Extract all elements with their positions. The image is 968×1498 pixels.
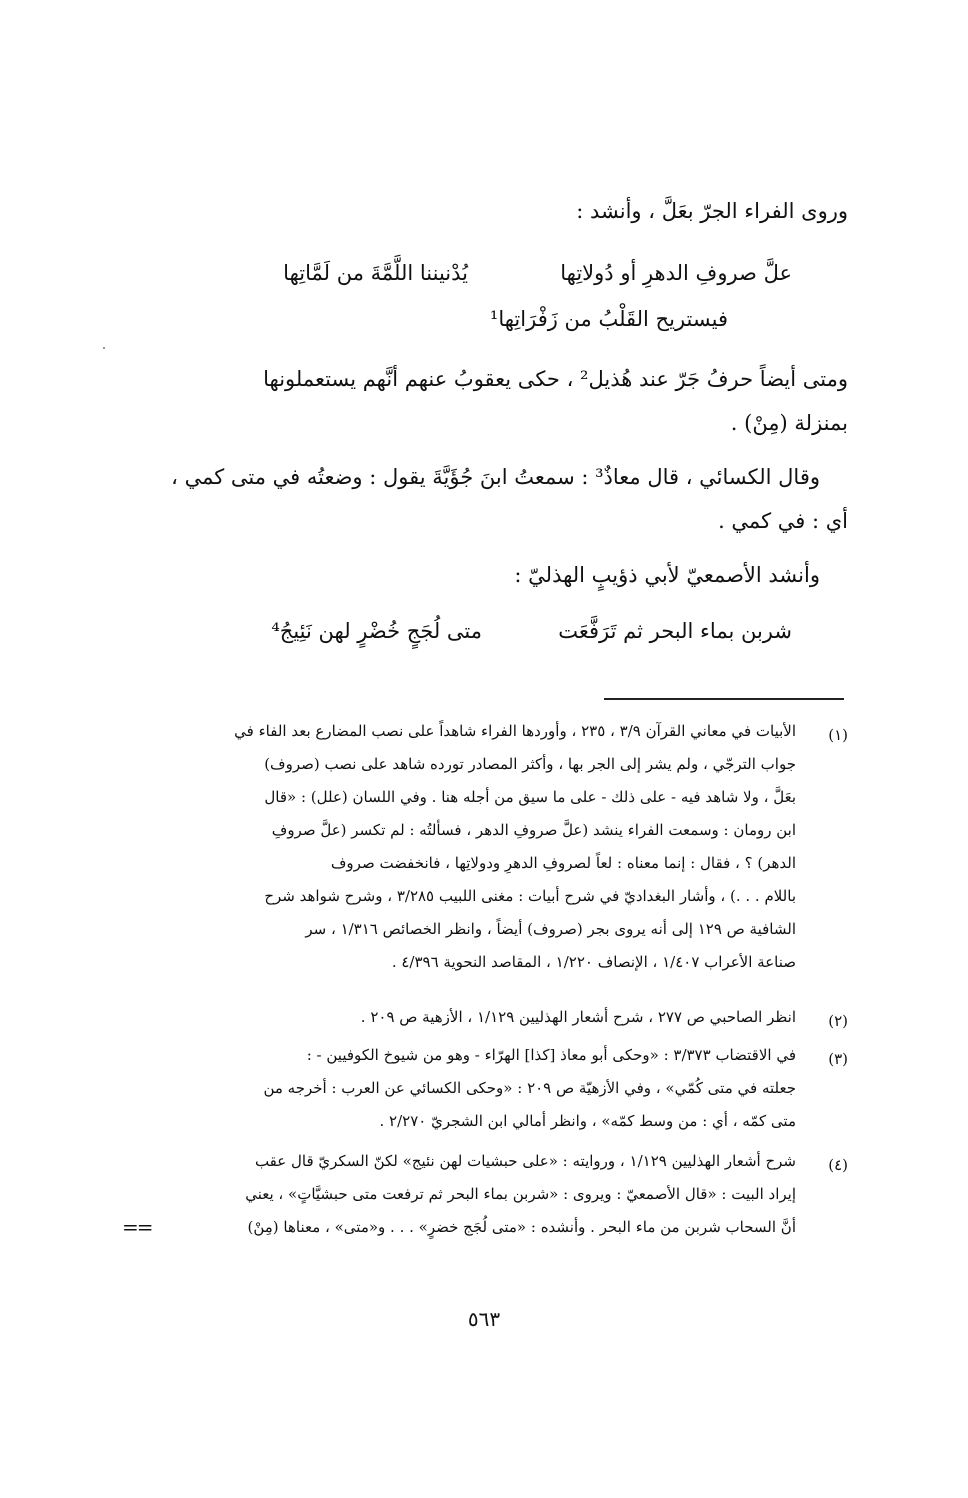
footnote-3-number: (٣)	[828, 1050, 848, 1068]
footnote-3-line: متى كمّه ، أي : من وسط كمّه» ، وانظر أمالي ابن الشجريّ ٢/٢٧٠ .	[379, 1112, 796, 1130]
para2-line2: بمنزلة (مِنْ) .	[730, 411, 848, 435]
footnote-1-line: بعَلَّ ، ولا شاهد فيه - على ذلك - على ما سيق من أجله هنا . وفي اللسان (علل) : «قال	[264, 788, 796, 806]
page-number: ٥٦٣	[467, 1307, 501, 1331]
footnote-4-number: (٤)	[828, 1156, 848, 1174]
intro-line: وروى الفراء الجرّ بعَلَّ ، وأنشد :	[576, 199, 848, 223]
footnote-1-line: جواب الترجّي ، ولم يشر إلى الجر بها ، وأكثر المصادر تورده شاهد على نصب (صروف)	[264, 755, 796, 773]
footnote-1-line: صناعة الأعراب ١/٤٠٧ ، الإنصاف ١/٢٢٠ ، المقاصد النحوية ٤/٣٩٦ .	[391, 953, 796, 971]
footnote-2-number: (٢)	[828, 1012, 848, 1030]
footnote-4-line: إيراد البيت : «قال الأصمعيّ : ويروى : «شربن بماء البحر ثم ترفعت متى حبشيَّاتٍ» ، يعني	[245, 1185, 796, 1203]
footnote-4-line: أنَّ السحاب شربن من ماء البحر . وأنشده : «متى لُجَج خضرٍ» . . . و«متى» ، معناها (مِنْ)	[247, 1218, 796, 1236]
footnote-4-line: شرح أشعار الهذليين ١/١٢٩ ، وروايته : «على حبشيات لهن نئيج» لكنّ السكريّ قال عقب	[254, 1152, 796, 1170]
footnote-1-line: الدهر) ؟ ، فقال : إنما معناه : لعاً لصروفِ الدهرِ ودولاتِها ، فانخفضت صروف	[330, 854, 796, 872]
footnote-2-line: انظر الصاحبي ص ٢٧٧ ، شرح أشعار الهذليين ١/١٢٩ ، الأزهية ص ٢٠٩ .	[360, 1008, 796, 1026]
verse2-line: فيستريح القَلْبُ من زَفْرَاتِها¹	[489, 307, 728, 331]
footnote-3-line: جعلته في متى كُمّي» ، وفي الأزهيّة ص ٢٠٩ : «وحكى الكسائي عن العرب : أخرجه من	[263, 1079, 796, 1097]
footnote-1-line: الأبيات في معاني القرآن ٣/٩ ، ٢٣٥ ، وأوردها الفراء شاهداً على نصب المضارع بعد الفاء في	[234, 722, 796, 740]
verse1-first-hemistich: علَّ صروفِ الدهرِ أو دُولاتِها	[560, 261, 792, 285]
para2-line1: ومتى أيضاً حرفُ جَرّ عند هُذيل² ، حكى يعقوبُ عنهم أنَّهم يستعملونها	[263, 367, 848, 391]
para3-line2: أي : في كمي .	[718, 509, 848, 533]
verse1-second-hemistich: يُدْنيننا اللَّمَّةَ من لَمَّاتِها	[283, 261, 468, 285]
verse3-first-hemistich: شربن بماء البحر ثم تَرَفَّعَت	[558, 619, 792, 643]
footnote-separator	[604, 698, 844, 700]
para3-line1: وقال الكسائي ، قال معاذٌ³ : سمعتُ ابنَ جُؤَيَّةَ يقول : وضعتُه في متى كمي ،	[171, 465, 820, 489]
para4-line: وأنشد الأصمعيّ لأبي ذؤيبٍ الهذليّ :	[514, 563, 820, 587]
footnote-1-line: الشافية ص ١٢٩ إلى أنه يروى بجر (صروف) أيضاً ، وانظر الخصائص ١/٣١٦ ، سر	[305, 920, 796, 938]
footnote-3-line: في الاقتضاب ٣/٣٧٣ : «وحكى أبو معاذ [كذا] الهرّاء - وهو من شيوخ الكوفيين - :	[306, 1046, 796, 1064]
continuation-mark: ==	[122, 1215, 152, 1239]
verse3-second-hemistich: متى لُجَجٍ خُضْرٍ لهن نَئِيجُ⁴	[271, 619, 482, 643]
scan-speck	[103, 347, 105, 349]
footnote-1-line: باللام . . .) ، وأشار البغداديّ في شرح أبيات : مغنى اللبيب ٣/٢٨٥ ، وشرح شواهد شرح	[264, 887, 796, 905]
footnote-1-line: ابن رومان : وسمعت الفراء ينشد (علَّ صروفِ الدهر ، فسألتُه : لم تكسر (علَّ صروفِ	[271, 821, 796, 839]
footnote-1-number: (١)	[828, 726, 848, 744]
